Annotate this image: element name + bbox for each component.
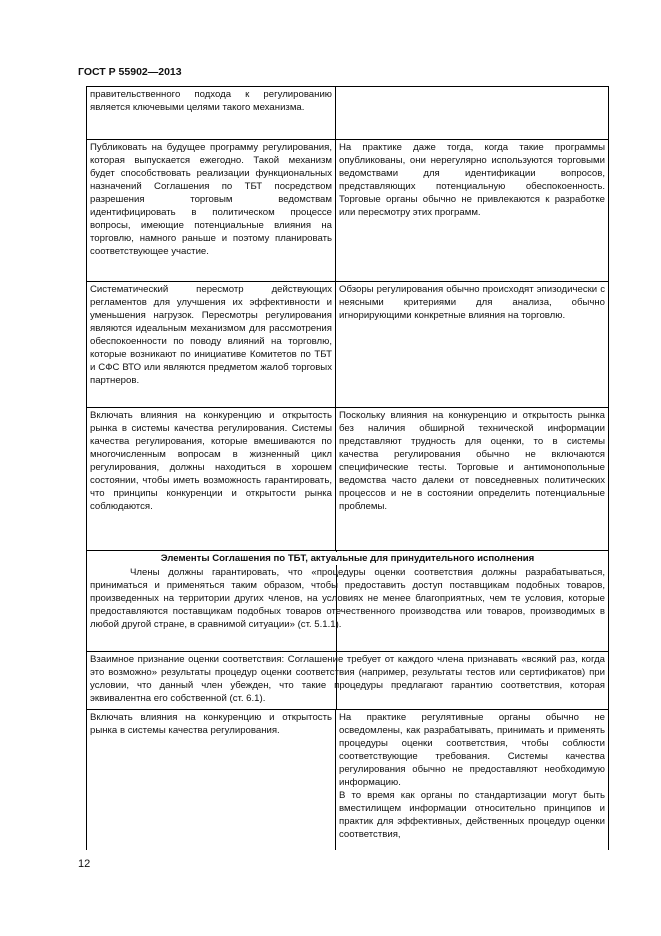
table-row xyxy=(87,281,608,407)
table-row xyxy=(87,407,608,550)
right-cell: Поскольку влияния на конкуренцию и открытость рынка без наличия обширной технической информации представляют трудность для оценки, то в системы качества регулирования обычно не включаются специфические тесты. Торговые и антимонопольные ведомства часто далеки от повседневных политических процессов и не в состоянии определить потенциальные проблемы. xyxy=(339,410,605,512)
right-cell xyxy=(336,710,608,850)
comparison-table xyxy=(86,86,609,850)
table-row xyxy=(87,709,608,850)
right-cell-paragraph: В то время как органы по стандартизации могут быть вместилищем информации относительно принципов и практик для эффективных, действенных процедур оценки соответствия, xyxy=(339,790,605,840)
section-block xyxy=(87,550,608,651)
table-row xyxy=(87,86,608,139)
section-paragraph-text: Члены должны гарантировать, что «процедуры оценки соответствия должны разрабатываться, приниматься и применяться таким образом, чтобы предоставить доступ поставщикам подобных товаров, произведенных на территории других членов, на условиях не менее благоприятных, чем те условия, которые предоставляются поставщикам подобных товаров отечественного производства или товаров, производимых в любой другой стране, в сравнимой ситуации» (ст. 5.1.1). xyxy=(90,567,605,630)
section-title-text: Элементы Соглашения по ТБТ, актуальные для принудительного исполнения xyxy=(160,553,535,564)
section-title xyxy=(87,551,608,565)
document-header: ГОСТ Р 55902—2013 xyxy=(78,66,182,78)
right-cell-paragraph: На практике регулятивные органы обычно не осведомлены, как разрабатывать, принимать и применять процедуры оценки соответствия, чтобы соблюсти соответствующие требования. Системы качества регулирования обычно не предоставляют необходимую информацию. xyxy=(339,712,605,788)
section-block xyxy=(87,651,608,709)
page-number: 12 xyxy=(78,858,91,870)
table-row xyxy=(87,139,608,281)
section-paragraph xyxy=(87,565,608,651)
left-cell: Включать влияния на конкуренцию и открытость рынка в системы качества регулирования. Системы качества регулирования, которые вмешиваются по многочисленным вопросам в жизненный цикл регулирования, должны находиться в хорошем состоянии, чтобы иметь возможность гарантировать, что принципы конкуренции и открытости рынка соблюдаются. xyxy=(87,408,336,550)
right-cell: На практике даже тогда, когда такие программы опубликованы, они нерегулярно используются торговыми ведомствами для идентификации вопросов, представляющих потенциальную обеспокоенность. Торговые органы обычно не привлекаются к разработке или пересмотру этих программ. xyxy=(339,142,605,218)
left-cell: Включать влияния на конкуренцию и открытость рынка в системы качества регулирования. xyxy=(87,710,336,850)
right-cell xyxy=(336,87,608,139)
left-cell: Публиковать на будущее программу регулирования, которая выпускается ежегодно. Такой механизм будет способствовать реализации функциональных назначений Соглашения по ТБТ посредством разрешения торговым ведомствам идентифицировать в политическом процессе вопросы, имеющие потенциальные влияния на торговлю, намного раньше и поэтому планировать соответствующее участие. xyxy=(87,140,336,281)
right-cell: Обзоры регулирования обычно происходят эпизодически с неясными критериями для анализа, обычно игнорирующими конкретные влияния на торговлю. xyxy=(339,284,605,321)
left-cell: правительственного подхода к регулированию является ключевыми целями такого механизма. xyxy=(87,87,336,139)
left-cell: Систематический пересмотр действующих регламентов для улучшения их эффективности и уменьшения нагрузок. Пересмотры регулирования являются идеальным механизмом для рассмотрения обеспокоенности по поводу влияний на торговлю, которые возникают по инициативе Комитетов по ТБТ и СФС ВТО или являются предметом жалоб торговых партнеров. xyxy=(87,282,336,407)
mutual-recognition-paragraph: Взаимное признание оценки соответствия: Соглашение требует от каждого члена признавать «всякий раз, когда это возможно» результаты процедур оценки соответствия (например, результаты тестов или сертификатов) при условии, что данный член убежден, что такие процедуры предлагают гарантию соответствия, которая эквивалентна его собственной (ст. 6.1). xyxy=(90,654,605,704)
